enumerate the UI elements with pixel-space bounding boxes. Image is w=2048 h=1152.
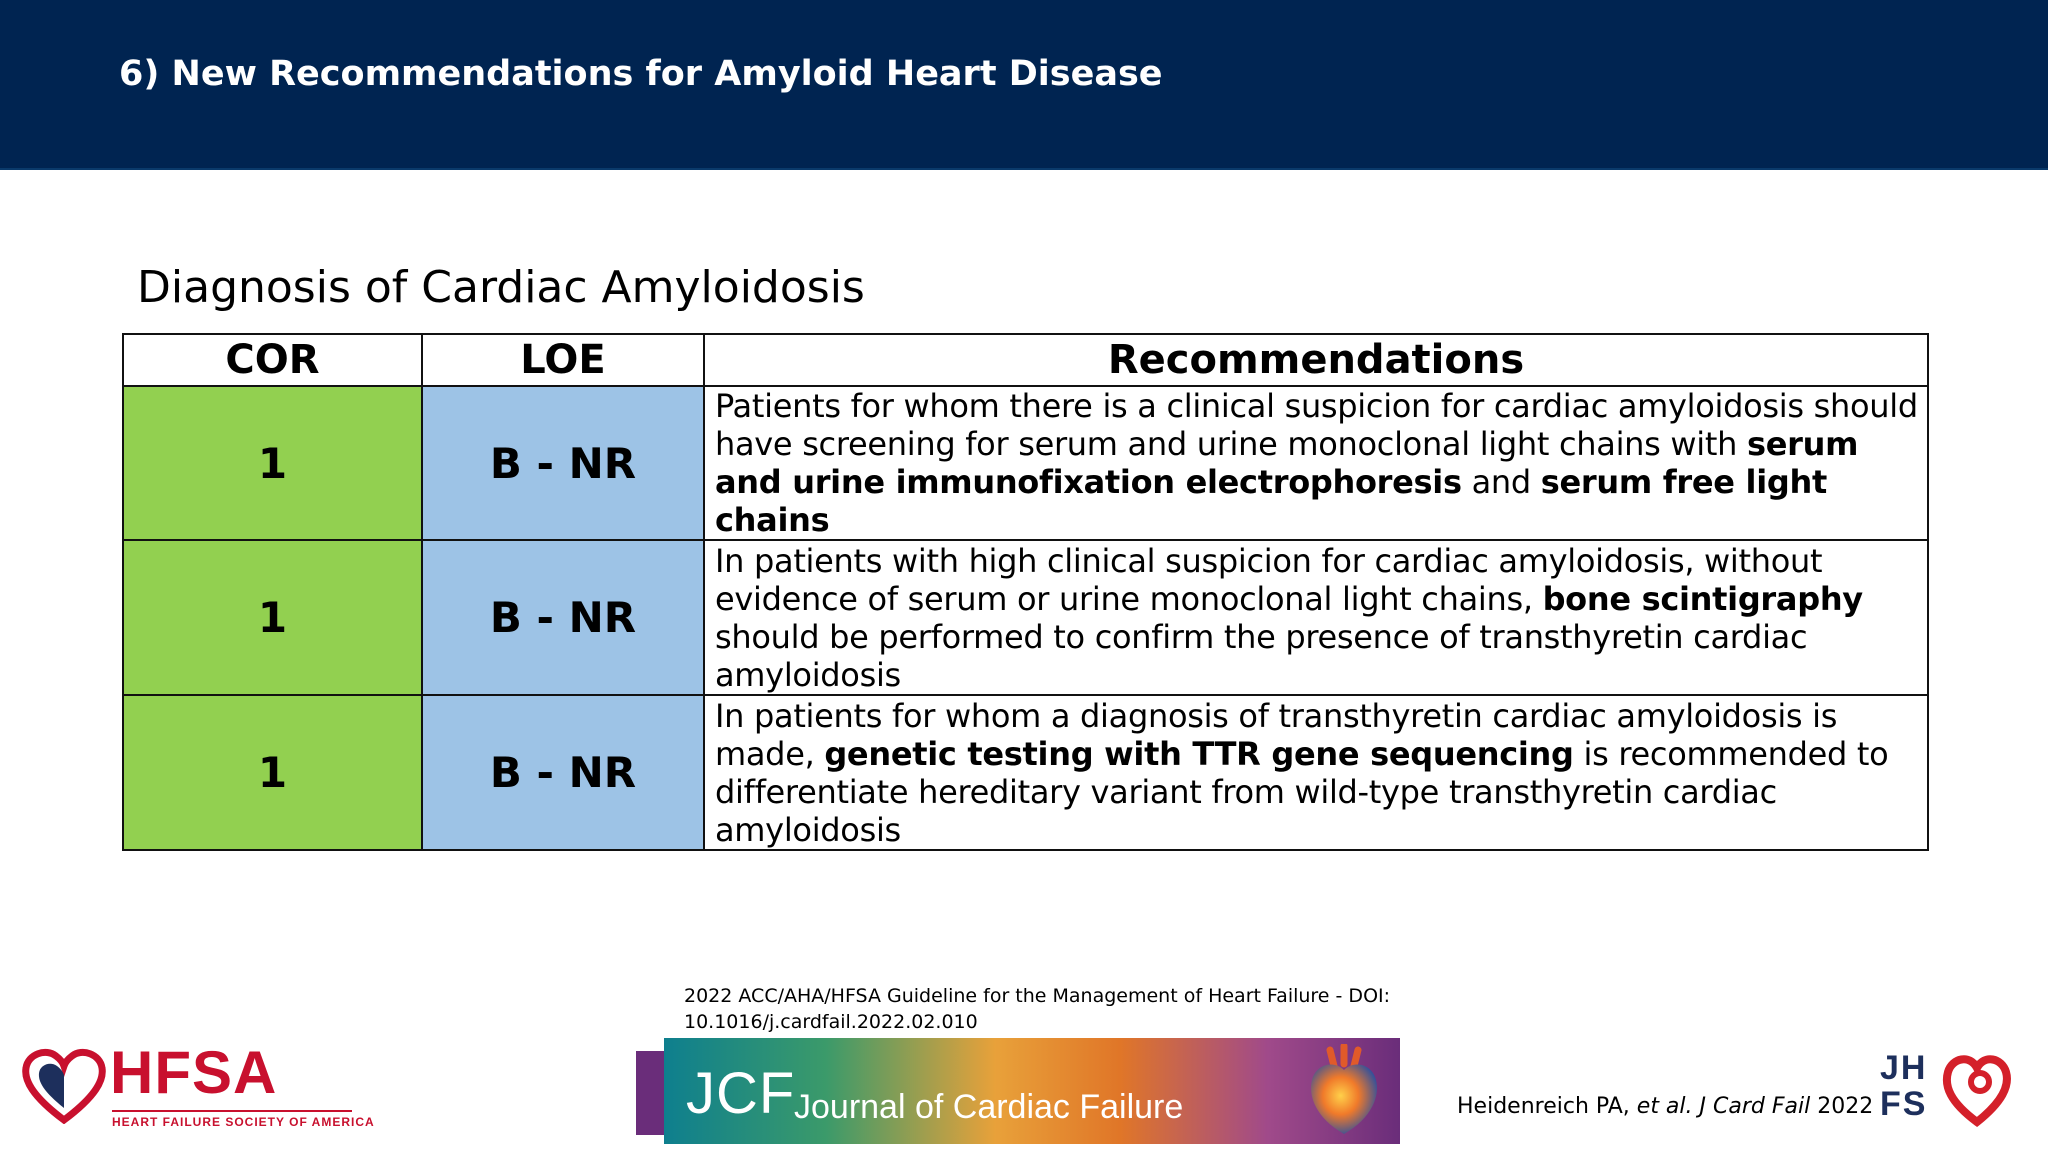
hfsa-logo-text: HFSA: [110, 1039, 278, 1106]
recommendation-cell: [704, 386, 1928, 540]
loe-cell: B - NR: [422, 695, 704, 850]
rec-bold-text: bone scintigraphy: [1542, 579, 1863, 618]
rec-bold-text: genetic testing with TTR gene sequencing: [824, 734, 1574, 773]
cor-cell: 1: [123, 540, 422, 695]
slide-title: 6) New Recommendations for Amyloid Heart Disease: [119, 54, 1163, 94]
rec-text: is recommended to differentiate hereditary variant from wild-type transthyretin cardiac amyloidosis: [715, 734, 1889, 849]
citation-doi: 10.1016/j.cardfail.2022.02.010: [684, 1011, 978, 1033]
jhfs-line-2: FS: [1880, 1085, 1928, 1123]
hfsa-logo: [22, 1039, 375, 1129]
table-row: [123, 386, 1928, 540]
header-bar: [0, 0, 2048, 170]
heart-swirl-icon: [1942, 1052, 2012, 1128]
rec-text: In patients with high clinical suspicion for cardiac amyloidosis, without evidence of serum or urine monoclonal light chains,: [715, 541, 1823, 618]
jcf-journal-banner: [664, 1038, 1400, 1144]
rec-text: and: [1461, 463, 1541, 501]
section-title: Diagnosis of Cardiac Amyloidosis: [137, 262, 865, 313]
rec-text: In patients for whom a diagnosis of transthyretin cardiac amyloidosis is made,: [715, 696, 1838, 773]
hfsa-logo-subtitle: HEART FAILURE SOCIETY OF AMERICA: [112, 1110, 352, 1129]
loe-cell: B - NR: [422, 540, 704, 695]
heart-logo-icon: [22, 1048, 106, 1124]
citation-line-1: 2022 ACC/AHA/HFSA Guideline for the Management of Heart Failure - DOI:: [684, 985, 1391, 1007]
jhfs-line-1: JH: [1880, 1049, 1928, 1087]
jcf-banner-abbr: JCF: [686, 1061, 796, 1126]
recommendation-cell: [704, 695, 1928, 850]
column-header-loe: LOE: [422, 334, 704, 386]
jcf-banner-accent: [636, 1051, 666, 1135]
jhfs-logo-text: [1880, 1050, 1927, 1122]
table-row: [123, 695, 1928, 850]
column-header-recommendations: Recommendations: [704, 334, 1928, 386]
jcf-banner-name: Journal of Cardiac Failure: [794, 1088, 1184, 1126]
table-row: [123, 540, 1928, 695]
byline-year: 2022: [1810, 1094, 1874, 1119]
rec-bold-text: serum and urine immunofixation electrophoresis: [715, 425, 1859, 501]
rec-text: should be performed to confirm the presence of transthyretin cardiac amyloidosis: [715, 617, 1808, 694]
loe-cell: B - NR: [422, 386, 704, 540]
jhfs-logo: [1880, 1050, 2020, 1130]
author-byline: [1457, 1094, 1873, 1119]
byline-etal-journal: et al. J Card Fail: [1636, 1094, 1811, 1119]
rec-bold-text: serum free light chains: [715, 463, 1827, 539]
anatomical-heart-icon: [1304, 1044, 1384, 1138]
guideline-citation: [684, 983, 1444, 1035]
table-header-row: [123, 334, 1928, 386]
column-header-cor: COR: [123, 334, 422, 386]
recommendation-cell: [704, 540, 1928, 695]
recommendations-table: [122, 333, 1929, 851]
cor-cell: 1: [123, 386, 422, 540]
rec-text: Patients for whom there is a clinical suspicion for cardiac amyloidosis should have screening for serum and urine monoclonal light chains with: [715, 387, 1918, 463]
byline-author: Heidenreich PA,: [1457, 1094, 1637, 1119]
cor-cell: 1: [123, 695, 422, 850]
